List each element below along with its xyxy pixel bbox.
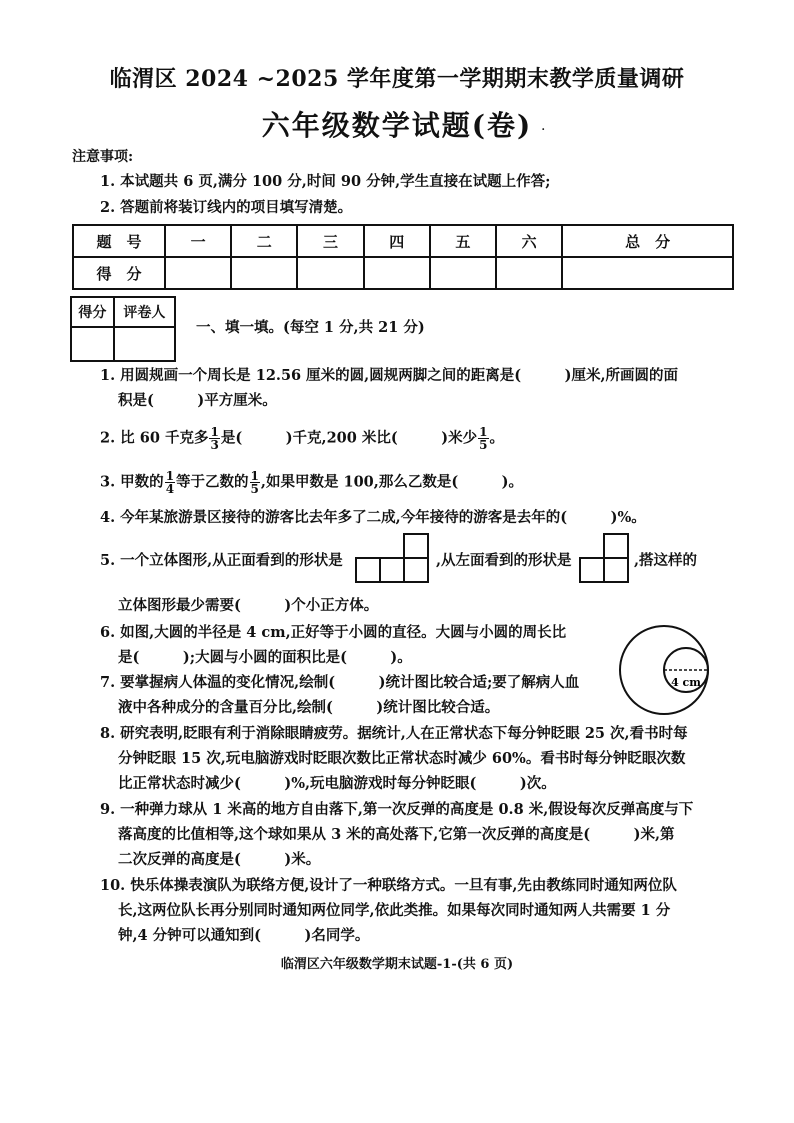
question-6-line-2: 是( );大圆与小圆的面积比是( )。: [118, 649, 412, 666]
fraction-one-fifth: $\frac{1}{5}$: [479, 425, 488, 452]
grader-score-input[interactable]: [71, 327, 114, 361]
question-9-line-3: 二次反弹的高度是( )米。: [118, 851, 321, 868]
exam-subtitle: 六年级数学试题(卷): [261, 109, 533, 142]
grader-box: [70, 296, 176, 362]
question-4: 4. 今年某旅游景区接待的游客比去年多了二成,今年接待的游客是去年的( )%。: [100, 509, 646, 526]
front-view-figure: [354, 532, 434, 584]
score-input-3[interactable]: [297, 257, 363, 289]
front-cube-2: [380, 558, 404, 582]
score-cell-question-label: 题 号: [73, 225, 165, 257]
score-input-4[interactable]: [364, 257, 430, 289]
left-cube-2: [604, 558, 628, 582]
fraction-one-quarter: $\frac{1}{4}$: [165, 469, 175, 496]
notice-item-2: 2. 答题前将装订线内的项目填写清楚。: [100, 199, 353, 216]
page-footer: 临渭区六年级数学期末试题-1-(共 6 页): [280, 957, 514, 972]
notice-heading: 注意事项:: [72, 149, 134, 165]
stray-dot: .: [541, 118, 546, 134]
score-table: [72, 224, 734, 290]
question-10-line-2: 长,这两位队长再分别同时通知两位同学,依此类推。如果每次同时通知两人共需要 1 分: [118, 902, 671, 919]
score-cell-score-label: 得 分: [73, 257, 165, 289]
circles-figure: [614, 620, 714, 720]
question-8-line-3: 比正常状态时减少( )%,玩电脑游戏时每分钟眨眼( )次。: [118, 775, 556, 792]
score-table-header-row: [73, 225, 733, 257]
question-6-line-1: 6. 如图,大圆的半径是 4 cm,正好等于小圆的直径。大圆与小圆的周长比: [100, 624, 567, 641]
score-cell-section-2: 二: [231, 225, 297, 257]
question-7-line-1: 7. 要掌握病人体温的变化情况,绘制( )统计图比较合适;要了解病人血: [100, 674, 580, 691]
score-cell-section-1: 一: [165, 225, 231, 257]
question-8-line-1: 8. 研究表明,眨眼有利于消除眼睛疲劳。据统计,人在正常状态下每分钟眨眼 25 次,看书时每: [100, 725, 688, 742]
score-input-total[interactable]: [562, 257, 733, 289]
front-cube-4: [404, 534, 428, 558]
score-input-5[interactable]: [430, 257, 496, 289]
front-cube-1: [356, 558, 380, 582]
score-cell-section-6: 六: [496, 225, 562, 257]
question-9-line-2: 落高度的比值相等,这个球如果从 3 米的高处落下,它第一次反弹的高度是( )米,第: [118, 826, 675, 843]
notice-item-1: 1. 本试题共 6 页,满分 100 分,时间 90 分钟,学生直接在试题上作答;: [100, 173, 551, 190]
exam-title: 临渭区 2024 ~2025 学年度第一学期期末教学质量调研: [109, 66, 685, 92]
score-table-score-row: [73, 257, 733, 289]
question-3: 3. 甲数的 $\frac{1}{4}$ 等于乙数的 $\frac{1}{5}$ ,如果甲数是 100,那么乙数是( )。: [100, 469, 524, 496]
left-cube-3: [604, 534, 628, 558]
question-1-line-1: 1. 用圆规画一个周长是 12.56 厘米的圆,圆规两脚之间的距离是( )厘米,所画圆的面: [100, 367, 679, 384]
left-view-figure: [578, 532, 634, 584]
question-5-part-d: 立体图形最少需要( )个小正方体。: [118, 597, 379, 614]
left-cube-1: [580, 558, 604, 582]
question-10-line-3: 钟,4 分钟可以通知到( )名同学。: [118, 927, 370, 944]
question-5-part-a: 5. 一个立体图形,从正面看到的形状是: [100, 552, 343, 569]
score-cell-total: 总 分: [562, 225, 733, 257]
question-7-line-2: 液中各种成分的含量百分比,绘制( )统计图比较合适。: [118, 699, 500, 716]
question-8-line-2: 分钟眨眼 15 次,玩电脑游戏时眨眼次数比正常状态时减少 60%。看书时每分钟眨眼次数: [118, 750, 686, 767]
question-2: 2. 比 60 千克多 $\frac{1}{3}$ 是( )千克,200 米比( )米少 $\frac{1}{5}$ 。: [100, 425, 504, 452]
score-cell-section-3: 三: [297, 225, 363, 257]
question-5-part-c: ,搭这样的: [634, 552, 698, 569]
grader-score-label: 得分: [71, 297, 114, 327]
section-1-heading: 一、填一填。(每空 1 分,共 21 分): [196, 319, 425, 336]
question-9-line-1: 9. 一种弹力球从 1 米高的地方自由落下,第一次反弹的高度是 0.8 米,假设每次反弹高度与下: [100, 801, 694, 818]
front-cube-3: [404, 558, 428, 582]
fraction-one-third: $\frac{1}{3}$: [210, 425, 219, 452]
question-1-line-2: 积是( )平方厘米。: [118, 392, 277, 409]
question-5-part-b: ,从左面看到的形状是: [436, 552, 572, 569]
score-cell-section-5: 五: [430, 225, 496, 257]
fraction-one-fifth: $\frac{1}{5}$: [250, 469, 259, 496]
score-input-2[interactable]: [231, 257, 297, 289]
score-input-6[interactable]: [496, 257, 562, 289]
score-input-1[interactable]: [165, 257, 231, 289]
grader-name-input[interactable]: [114, 327, 175, 361]
question-10-line-1: 10. 快乐体操表演队为联络方便,设计了一种联络方式。一旦有事,先由教练同时通知两位队: [100, 877, 677, 894]
radius-label: 4 cm: [671, 676, 701, 689]
score-cell-section-4: 四: [364, 225, 430, 257]
grader-name-label: 评卷人: [114, 297, 175, 327]
